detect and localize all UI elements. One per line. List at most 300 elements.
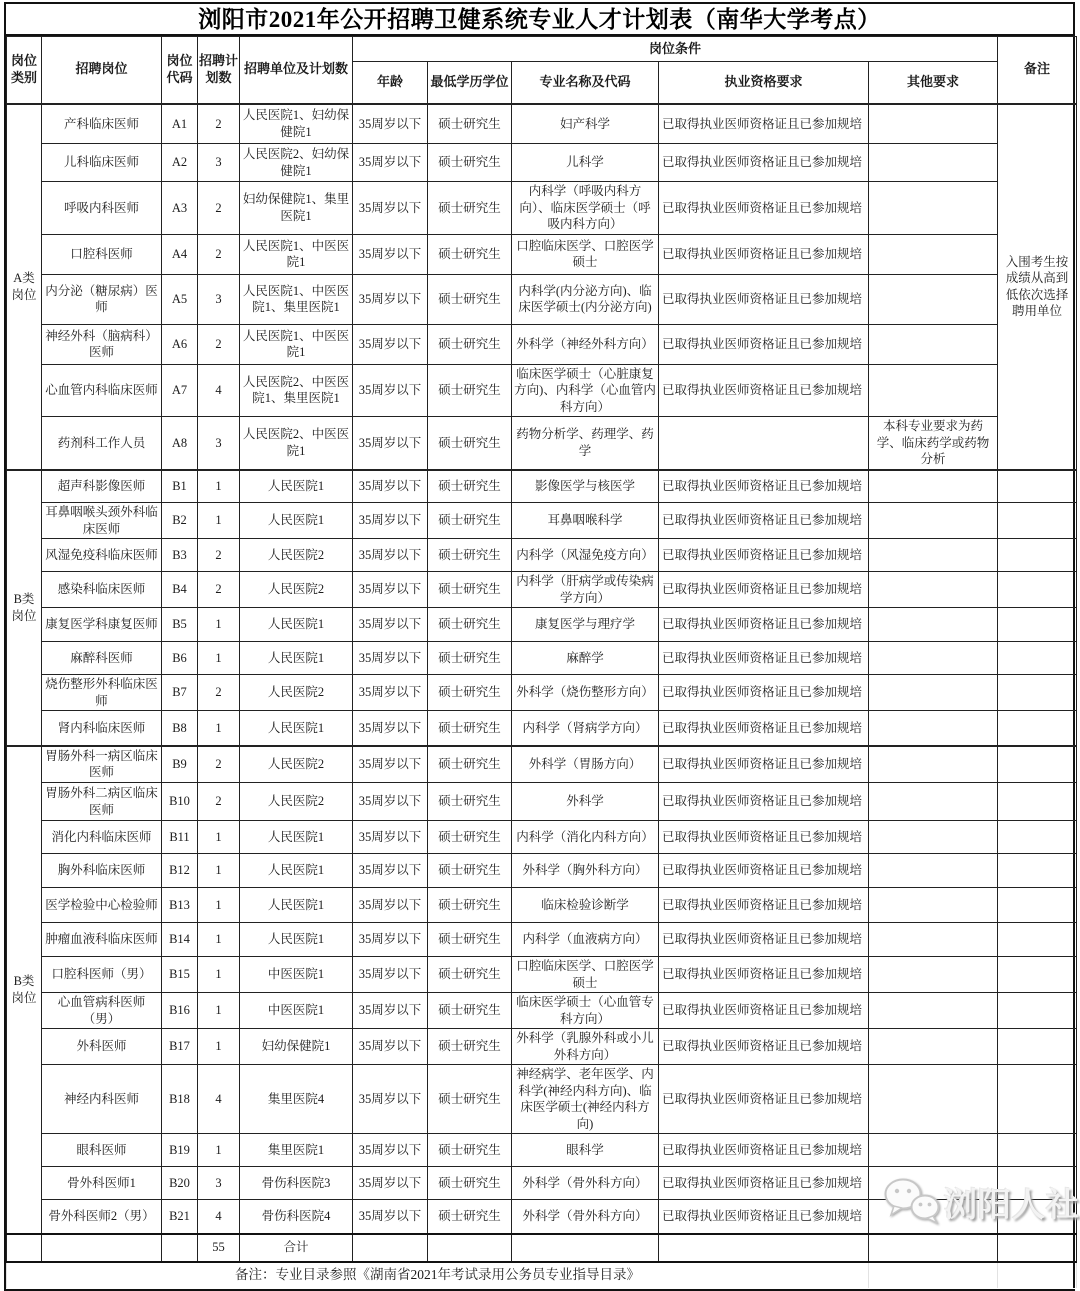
plan-count-cell: 1: [198, 503, 240, 539]
qualification-cell: 已取得执业医师资格证且已参加规培: [659, 957, 869, 993]
table-row: [7, 1167, 1077, 1200]
unit-cell: 人民医院1、中医医院1: [240, 234, 353, 274]
table-row: [7, 104, 1077, 144]
position-cell: 胸外科临床医师: [42, 854, 162, 888]
major-cell: 外科学（神经外科方向）: [512, 324, 659, 364]
code-cell: B15: [162, 957, 198, 993]
position-cell: 胃肠外科一病区临床医师: [42, 746, 162, 783]
major-cell: 临床医学硕士（心脏康复方向)、内科学（心血管内科方向）: [512, 364, 659, 417]
education-cell: 硕士研究生: [428, 417, 512, 470]
remark-cell: [998, 608, 1077, 642]
plan-count-cell: 1: [198, 923, 240, 957]
total-row: [7, 1234, 1077, 1262]
plan-count-cell: 2: [198, 324, 240, 364]
major-cell: 内科学（呼吸内科方向）、临床医学硕士（呼吸内科方向）: [512, 182, 659, 235]
code-cell: B10: [162, 783, 198, 821]
age-cell: 35周岁以下: [353, 854, 428, 888]
position-cell: 胃肠外科二病区临床医师: [42, 783, 162, 821]
education-cell: 硕士研究生: [428, 783, 512, 821]
other-requirement-cell: [869, 364, 998, 417]
remark-cell: [998, 642, 1077, 675]
age-cell: 35周岁以下: [353, 783, 428, 821]
footer-note: 备注：专业目录参照《湖南省2021年考试录用公务员专业指导目录》: [7, 1262, 869, 1289]
education-cell: 硕士研究生: [428, 854, 512, 888]
code-cell: B1: [162, 470, 198, 503]
code-cell: B20: [162, 1167, 198, 1200]
education-cell: 硕士研究生: [428, 642, 512, 675]
plan-count-cell: 3: [198, 144, 240, 182]
age-cell: 35周岁以下: [353, 821, 428, 854]
col-header-unit: 招聘单位及计划数: [240, 37, 353, 104]
age-cell: 35周岁以下: [353, 364, 428, 417]
code-cell: B9: [162, 746, 198, 783]
qualification-cell: 已取得执业医师资格证且已参加规培: [659, 854, 869, 888]
other-requirement-cell: [869, 957, 998, 993]
remark-cell: 入围考生按成绩从高到低依次选择聘用单位: [998, 104, 1077, 470]
age-cell: 35周岁以下: [353, 182, 428, 235]
age-cell: 35周岁以下: [353, 539, 428, 572]
education-cell: 硕士研究生: [428, 324, 512, 364]
remark-cell: [998, 821, 1077, 854]
table-row: [7, 675, 1077, 711]
major-cell: 麻醉学: [512, 642, 659, 675]
code-cell: B21: [162, 1200, 198, 1234]
age-cell: 35周岁以下: [353, 417, 428, 470]
table-row: [7, 182, 1077, 235]
age-cell: 35周岁以下: [353, 503, 428, 539]
remark-cell: [998, 1029, 1077, 1065]
unit-cell: 人民医院2: [240, 783, 353, 821]
qualification-cell: 已取得执业医师资格证且已参加规培: [659, 1065, 869, 1134]
position-cell: 内分泌（糖尿病）医师: [42, 274, 162, 324]
other-requirement-cell: [869, 470, 998, 503]
table-row: [7, 234, 1077, 274]
col-header-plan: 招聘计划数: [198, 37, 240, 104]
other-requirement-cell: [869, 1065, 998, 1134]
age-cell: 35周岁以下: [353, 1167, 428, 1200]
unit-cell: 人民医院1: [240, 711, 353, 746]
total-empty-cell: [869, 1234, 998, 1262]
qualification-cell: 已取得执业医师资格证且已参加规培: [659, 182, 869, 235]
remark-cell: [998, 539, 1077, 572]
education-cell: 硕士研究生: [428, 711, 512, 746]
major-cell: 外科学（骨外科方向）: [512, 1200, 659, 1234]
education-cell: 硕士研究生: [428, 821, 512, 854]
unit-cell: 人民医院2: [240, 572, 353, 608]
major-cell: 外科学（胸外科方向）: [512, 854, 659, 888]
major-cell: 影像医学与核医学: [512, 470, 659, 503]
table-row: [7, 1200, 1077, 1234]
qualification-cell: 已取得执业医师资格证且已参加规培: [659, 539, 869, 572]
table-row: [7, 1065, 1077, 1134]
unit-cell: 人民医院1: [240, 470, 353, 503]
position-cell: 肿瘤血液科临床医师: [42, 923, 162, 957]
remark-cell: [998, 1200, 1077, 1234]
other-requirement-cell: [869, 993, 998, 1029]
col-header-education: 最低学历学位: [428, 62, 512, 104]
plan-count-cell: 2: [198, 572, 240, 608]
qualification-cell: 已取得执业医师资格证且已参加规培: [659, 104, 869, 144]
plan-count-cell: 3: [198, 417, 240, 470]
major-cell: 临床检验诊断学: [512, 888, 659, 923]
plan-count-cell: 4: [198, 1065, 240, 1134]
code-cell: A6: [162, 324, 198, 364]
col-header-qualification: 执业资格要求: [659, 62, 869, 104]
qualification-cell: 已取得执业医师资格证且已参加规培: [659, 1200, 869, 1234]
qualification-cell: 已取得执业医师资格证且已参加规培: [659, 642, 869, 675]
other-requirement-cell: [869, 1029, 998, 1065]
code-cell: B14: [162, 923, 198, 957]
unit-cell: 骨伤科医院4: [240, 1200, 353, 1234]
remark-cell: [998, 1167, 1077, 1200]
position-cell: 肾内科临床医师: [42, 711, 162, 746]
table-row: [7, 783, 1077, 821]
education-cell: 硕士研究生: [428, 144, 512, 182]
position-cell: 眼科医师: [42, 1134, 162, 1167]
unit-cell: 人民医院2: [240, 675, 353, 711]
position-cell: 康复医学科康复医师: [42, 608, 162, 642]
age-cell: 35周岁以下: [353, 888, 428, 923]
code-cell: B19: [162, 1134, 198, 1167]
table-row: [7, 539, 1077, 572]
unit-cell: 人民医院1: [240, 923, 353, 957]
col-header-major: 专业名称及代码: [512, 62, 659, 104]
plan-count-cell: 2: [198, 783, 240, 821]
unit-cell: 中医医院1: [240, 993, 353, 1029]
qualification-cell: 已取得执业医师资格证且已参加规培: [659, 608, 869, 642]
col-header-remark: 备注: [998, 37, 1077, 104]
code-cell: A1: [162, 104, 198, 144]
plan-count-cell: 1: [198, 711, 240, 746]
remark-cell: [998, 993, 1077, 1029]
section-label-cell: A类岗位: [7, 104, 42, 470]
position-cell: 产科临床医师: [42, 104, 162, 144]
table-row: [7, 144, 1077, 182]
age-cell: 35周岁以下: [353, 470, 428, 503]
col-header-conditions: 岗位条件: [353, 37, 998, 62]
other-requirement-cell: [869, 539, 998, 572]
remark-cell: [998, 503, 1077, 539]
plan-count-cell: 1: [198, 1029, 240, 1065]
other-requirement-cell: [869, 104, 998, 144]
total-label: 合计: [240, 1234, 353, 1262]
plan-count-cell: 3: [198, 1167, 240, 1200]
education-cell: 硕士研究生: [428, 274, 512, 324]
position-cell: 耳鼻咽喉头颈外科临床医师: [42, 503, 162, 539]
other-requirement-cell: [869, 1167, 998, 1200]
major-cell: 外科学（胃肠方向）: [512, 746, 659, 783]
plan-count-cell: 1: [198, 888, 240, 923]
plan-count-cell: 2: [198, 234, 240, 274]
plan-count-cell: 1: [198, 470, 240, 503]
unit-cell: 人民医院2: [240, 539, 353, 572]
total-empty-cell: [42, 1234, 162, 1262]
code-cell: A5: [162, 274, 198, 324]
code-cell: A8: [162, 417, 198, 470]
age-cell: 35周岁以下: [353, 1134, 428, 1167]
recruitment-plan-page: [4, 2, 1075, 1291]
major-cell: 外科学（乳腺外科或小儿外科方向）: [512, 1029, 659, 1065]
position-cell: 呼吸内科医师: [42, 182, 162, 235]
position-cell: 心血管病科医师（男）: [42, 993, 162, 1029]
position-cell: 药剂科工作人员: [42, 417, 162, 470]
major-cell: 临床医学硕士（心血管专科方向）: [512, 993, 659, 1029]
total-empty-cell: [353, 1234, 428, 1262]
table-row: [7, 957, 1077, 993]
plan-count-cell: 2: [198, 182, 240, 235]
qualification-cell: 已取得执业医师资格证且已参加规培: [659, 234, 869, 274]
major-cell: 耳鼻咽喉科学: [512, 503, 659, 539]
table-row: [7, 470, 1077, 503]
unit-cell: 人民医院1: [240, 608, 353, 642]
plan-count-cell: 4: [198, 1200, 240, 1234]
table-row: [7, 324, 1077, 364]
code-cell: B7: [162, 675, 198, 711]
remark-cell: [998, 923, 1077, 957]
qualification-cell: 已取得执业医师资格证且已参加规培: [659, 1134, 869, 1167]
table-row: [7, 572, 1077, 608]
age-cell: 35周岁以下: [353, 144, 428, 182]
footer-row: [7, 1262, 1077, 1289]
position-cell: 感染科临床医师: [42, 572, 162, 608]
plan-count-cell: 4: [198, 364, 240, 417]
position-cell: 口腔科医师: [42, 234, 162, 274]
education-cell: 硕士研究生: [428, 104, 512, 144]
code-cell: B11: [162, 821, 198, 854]
plan-count-cell: 1: [198, 957, 240, 993]
footer-empty-cell: [869, 1262, 998, 1289]
unit-cell: 集里医院4: [240, 1065, 353, 1134]
other-requirement-cell: [869, 821, 998, 854]
major-cell: 口腔临床医学、口腔医学硕士: [512, 234, 659, 274]
qualification-cell: 已取得执业医师资格证且已参加规培: [659, 144, 869, 182]
position-cell: 超声科影像医师: [42, 470, 162, 503]
major-cell: 内科学（消化内科方向）: [512, 821, 659, 854]
plan-count-cell: 1: [198, 821, 240, 854]
position-cell: 神经外科（脑病科）医师: [42, 324, 162, 364]
other-requirement-cell: [869, 923, 998, 957]
qualification-cell: 已取得执业医师资格证且已参加规培: [659, 503, 869, 539]
position-cell: 神经内科医师: [42, 1065, 162, 1134]
age-cell: 35周岁以下: [353, 746, 428, 783]
age-cell: 35周岁以下: [353, 675, 428, 711]
other-requirement-cell: [869, 608, 998, 642]
unit-cell: 妇幼保健院1、集里医院1: [240, 182, 353, 235]
other-requirement-cell: [869, 854, 998, 888]
qualification-cell: 已取得执业医师资格证且已参加规培: [659, 1167, 869, 1200]
qualification-cell: 已取得执业医师资格证且已参加规培: [659, 364, 869, 417]
unit-cell: 人民医院2、中医医院1、集里医院1: [240, 364, 353, 417]
other-requirement-cell: [869, 144, 998, 182]
table-row: [7, 642, 1077, 675]
qualification-cell: 已取得执业医师资格证且已参加规培: [659, 711, 869, 746]
col-header-age: 年龄: [353, 62, 428, 104]
code-cell: A4: [162, 234, 198, 274]
other-requirement-cell: [869, 1134, 998, 1167]
position-cell: 消化内科临床医师: [42, 821, 162, 854]
major-cell: 内科学（肝病学或传染病学方向）: [512, 572, 659, 608]
code-cell: A3: [162, 182, 198, 235]
section-label-cell: B类岗位: [7, 470, 42, 746]
recruitment-table: [6, 36, 1077, 1289]
code-cell: B4: [162, 572, 198, 608]
education-cell: 硕士研究生: [428, 234, 512, 274]
unit-cell: 人民医院2、中医医院1: [240, 417, 353, 470]
major-cell: 神经病学、老年医学、内科学(神经内科方向)、临床医学硕士(神经内科方向): [512, 1065, 659, 1134]
qualification-cell: [659, 417, 869, 470]
other-requirement-cell: [869, 711, 998, 746]
code-cell: A2: [162, 144, 198, 182]
page-title: 浏阳市2021年公开招聘卫健系统专业人才计划表（南华大学考点）: [6, 4, 1073, 36]
plan-count-cell: 1: [198, 608, 240, 642]
qualification-cell: 已取得执业医师资格证且已参加规培: [659, 746, 869, 783]
table-row: [7, 1134, 1077, 1167]
education-cell: 硕士研究生: [428, 675, 512, 711]
position-cell: 心血管内科临床医师: [42, 364, 162, 417]
remark-cell: [998, 854, 1077, 888]
age-cell: 35周岁以下: [353, 923, 428, 957]
remark-cell: [998, 711, 1077, 746]
unit-cell: 人民医院2、妇幼保健院1: [240, 144, 353, 182]
education-cell: 硕士研究生: [428, 182, 512, 235]
qualification-cell: 已取得执业医师资格证且已参加规培: [659, 923, 869, 957]
other-requirement-cell: [869, 234, 998, 274]
education-cell: 硕士研究生: [428, 957, 512, 993]
other-requirement-cell: [869, 503, 998, 539]
table-row: [7, 608, 1077, 642]
age-cell: 35周岁以下: [353, 608, 428, 642]
qualification-cell: 已取得执业医师资格证且已参加规培: [659, 1029, 869, 1065]
unit-cell: 人民医院1: [240, 854, 353, 888]
section-label-cell: B类岗位: [7, 746, 42, 1234]
unit-cell: 人民医院1: [240, 821, 353, 854]
other-requirement-cell: [869, 572, 998, 608]
table-row: [7, 364, 1077, 417]
education-cell: 硕士研究生: [428, 923, 512, 957]
position-cell: 医学检验中心检验师: [42, 888, 162, 923]
qualification-cell: 已取得执业医师资格证且已参加规培: [659, 675, 869, 711]
remark-cell: [998, 746, 1077, 783]
major-cell: 康复医学与理疗学: [512, 608, 659, 642]
remark-cell: [998, 675, 1077, 711]
other-requirement-cell: [869, 182, 998, 235]
table-row: [7, 274, 1077, 324]
total-plan-count: 55: [198, 1234, 240, 1262]
plan-count-cell: 2: [198, 675, 240, 711]
unit-cell: 人民医院1、中医医院1: [240, 324, 353, 364]
total-empty-cell: [162, 1234, 198, 1262]
major-cell: 内科学（血液病方向）: [512, 923, 659, 957]
major-cell: 内科学（肾病学方向）: [512, 711, 659, 746]
plan-count-cell: 2: [198, 746, 240, 783]
major-cell: 内科学(内分泌方向)、临床医学硕士(内分泌方向): [512, 274, 659, 324]
other-requirement-cell: [869, 274, 998, 324]
remark-cell: [998, 888, 1077, 923]
remark-cell: [998, 470, 1077, 503]
age-cell: 35周岁以下: [353, 1065, 428, 1134]
header-row-1: [7, 37, 1077, 62]
education-cell: 硕士研究生: [428, 572, 512, 608]
unit-cell: 人民医院1、妇幼保健院1: [240, 104, 353, 144]
unit-cell: 人民医院2: [240, 746, 353, 783]
education-cell: 硕士研究生: [428, 539, 512, 572]
age-cell: 35周岁以下: [353, 1029, 428, 1065]
table-row: [7, 417, 1077, 470]
remark-cell: [998, 1134, 1077, 1167]
table-row: [7, 993, 1077, 1029]
unit-cell: 中医医院1: [240, 957, 353, 993]
qualification-cell: 已取得执业医师资格证且已参加规培: [659, 470, 869, 503]
table-row: [7, 923, 1077, 957]
code-cell: B6: [162, 642, 198, 675]
age-cell: 35周岁以下: [353, 711, 428, 746]
education-cell: 硕士研究生: [428, 503, 512, 539]
position-cell: 骨外科医师1: [42, 1167, 162, 1200]
position-cell: 骨外科医师2（男）: [42, 1200, 162, 1234]
other-requirement-cell: [869, 1200, 998, 1234]
age-cell: 35周岁以下: [353, 957, 428, 993]
qualification-cell: 已取得执业医师资格证且已参加规培: [659, 821, 869, 854]
unit-cell: 妇幼保健院1: [240, 1029, 353, 1065]
code-cell: B13: [162, 888, 198, 923]
education-cell: 硕士研究生: [428, 470, 512, 503]
col-header-code: 岗位代码: [162, 37, 198, 104]
watermark-text: 浏阳人社: [944, 1186, 1080, 1223]
position-cell: 儿科临床医师: [42, 144, 162, 182]
major-cell: 外科学（骨外科方向）: [512, 1167, 659, 1200]
education-cell: 硕士研究生: [428, 1134, 512, 1167]
age-cell: 35周岁以下: [353, 274, 428, 324]
plan-count-cell: 1: [198, 854, 240, 888]
other-requirement-cell: [869, 746, 998, 783]
remark-cell: [998, 957, 1077, 993]
table-row: [7, 711, 1077, 746]
col-header-position: 招聘岗位: [42, 37, 162, 104]
position-cell: 烧伤整形外科临床医师: [42, 675, 162, 711]
code-cell: B8: [162, 711, 198, 746]
education-cell: 硕士研究生: [428, 1200, 512, 1234]
education-cell: 硕士研究生: [428, 888, 512, 923]
education-cell: 硕士研究生: [428, 364, 512, 417]
plan-count-cell: 3: [198, 274, 240, 324]
code-cell: B16: [162, 993, 198, 1029]
education-cell: 硕士研究生: [428, 1167, 512, 1200]
major-cell: 妇产科学: [512, 104, 659, 144]
education-cell: 硕士研究生: [428, 746, 512, 783]
table-row: [7, 821, 1077, 854]
major-cell: 儿科学: [512, 144, 659, 182]
qualification-cell: 已取得执业医师资格证且已参加规培: [659, 324, 869, 364]
remark-cell: [998, 572, 1077, 608]
remark-cell: [998, 1065, 1077, 1134]
plan-count-cell: 2: [198, 104, 240, 144]
education-cell: 硕士研究生: [428, 1029, 512, 1065]
major-cell: 眼科学: [512, 1134, 659, 1167]
col-header-other: 其他要求: [869, 62, 998, 104]
table-row: [7, 746, 1077, 783]
plan-count-cell: 1: [198, 993, 240, 1029]
age-cell: 35周岁以下: [353, 324, 428, 364]
education-cell: 硕士研究生: [428, 993, 512, 1029]
position-cell: 外科医师: [42, 1029, 162, 1065]
code-cell: B12: [162, 854, 198, 888]
age-cell: 35周岁以下: [353, 642, 428, 675]
col-header-category: 岗位类别: [7, 37, 42, 104]
age-cell: 35周岁以下: [353, 104, 428, 144]
table-row: [7, 888, 1077, 923]
major-cell: 口腔临床医学、口腔医学硕士: [512, 957, 659, 993]
plan-count-cell: 1: [198, 642, 240, 675]
